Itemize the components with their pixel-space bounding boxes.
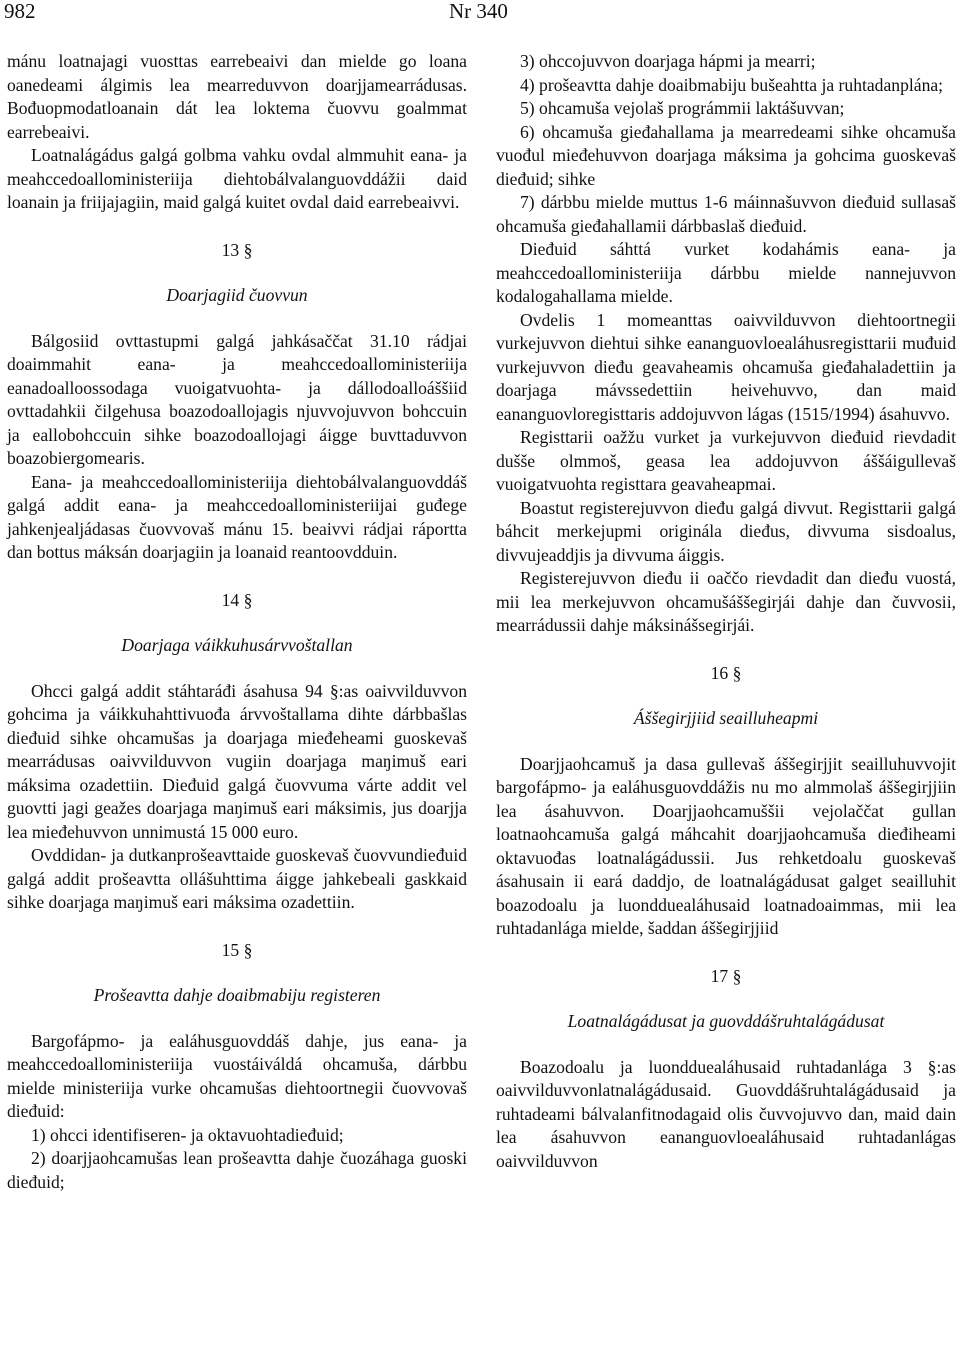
paragraph: Boastut registerejuvvon dieđu galgá divvut. Registtarii galgá báhcit merkejupmi originála dieđus, divvuma sisdoalus, divvujeaddjis ja divvuma áiggis.: [496, 497, 956, 565]
paragraph: 3) ohccojuvvon doarjaga hápmi ja mearri;: [520, 51, 816, 71]
paragraph: 1) ohcci identifiseren- ja oktavuohtadieđuid;: [31, 1124, 344, 1145]
paragraph: Bálgosiid ovttastupmi galgá jahkásaččat 31.10 rádjai doaimmahit eana- ja meahccedoalloministeriija eanadoalloossodaga vuoigatvuohta- ja dállodoalloáššiid ovttadahkii čilgehusa boazodoallojagis njuvvojuvvon bohccuin ja eallobohccuin sihke boazodoallojagi áigge buvttaduvvon boazobiergomearis.: [7, 330, 467, 468]
paragraph: 4) prošeavtta dahje doaibmabiju bušeahtta ja ruhtadanplána;: [520, 74, 944, 95]
paragraph: Boazodoalu ja luondduealáhusaid ruhtadanlága 3 §:as oaivvilduvvonlatnalágádusaid. Guovddášruhtalágádusaid ja ruhtadeami bálvalanfitnodagaid olis čuvvojuvvo dan, maid dain lea ásahuvvon eananguovloealáhusaid ruhtadanlágas oaivvilduvvon: [496, 1056, 956, 1171]
page-header: [0, 0, 960, 22]
section-number: 14 §: [221, 589, 253, 610]
left-column: [7, 50, 467, 1194]
paragraph: Dieđuid sáhttá vurket kodahámis eana- ja meahccedoalloministeriija dárbbu mielde nannejuvvon kodalogahallama mielde.: [496, 239, 956, 306]
paragraph: Registerejuvvon dieđu ii oaččo rievdadit dan dieđu vuostá, mii lea merkejuvvon ohcamušáššegirjái dahje dan čuvvosii, mearrádussii dahje máksinášsegirjái.: [496, 568, 956, 635]
section-number: 17 §: [710, 965, 742, 986]
paragraph: Eana- ja meahccedoalloministeriija diehtobálvalanguovddáš galgá addit eana- ja meahccedoalloministeriijai guđege jahkenjealjádasas čuovvovaš mánu 15. beaivvi rádjai ráportta dan bottus máksán doarjagiin ja loanaid reantoovdduin.: [7, 471, 467, 562]
paragraph: mánu loatnajagi vuosttas earrebeaivi dan mielde go loana oanedeami álgimis lea mearreduvvon doarjjamearrádusas. Bođuopmodatloanain dát lea loktema čuovvu goalmmat earrebeaivi.: [7, 51, 467, 142]
paragraph: Loatnalágádus galgá golbma vahku ovdal almmuhit eana- ja meahccedoalloministeriija diehtobálvalanguovddážii daid loanain ja friijajagiin, maid galgá kuitet ovdal daid earrebeaivvi.: [7, 145, 467, 212]
paragraph: 2) doarjjaohcamušas lean prošeavtta dahje čuozáhaga guoski dieđuid;: [7, 1148, 467, 1192]
paragraph: Registtarii oažžu vurket ja vurkejuvvon dieđuid rievdadit dušše olmmoš, geasa lea addojuvvon áššáigullevaš vuoigatvuohta registtara geavaheapmai.: [496, 427, 956, 494]
paragraph: Bargofápmo- ja ealáhusguovddáš dahje, jus eana- ja meahccedoalloministeriija vuostáiváldá ohcamuša, dárbbu mielde ministeriija vurke ohcamušas diehtoortnegii čuovvovaš dieđuid:: [7, 1030, 467, 1121]
paragraph: 5) ohcamuša vejolaš prográmmii laktášuvvan;: [520, 98, 845, 118]
section-number: 16 §: [710, 662, 742, 683]
section-title: Loatnalágádusat ja guovddášruhtalágádusat: [567, 1011, 885, 1031]
section-title: Doarjaga váikkuhusárvvoštallan: [121, 635, 353, 655]
paragraph: Ovddidan- ja dutkanprošeavttaide guoskevaš čuovvundieđuid galgá addit prošeavtta ollášuhttima áigge jahkebeali gaskkaid sihke doarjaga maŋimuš eari máksima ozadettiin.: [7, 845, 467, 912]
issue-number: Nr 340: [449, 0, 508, 23]
section-title: Doarjagiid čuovvun: [166, 285, 308, 305]
paragraph: Ovdelis 1 momeanttas oaivvilduvvon diehtoortnegii vurkejuvvon diehtui sihke eananguovloealáhusregisttarii muđuid vurkejuvvon dieđu geavaheamis ohcamuša gieđahaladettiin ja doarjaga mávssedettiin heivehuvvo, dan maid eananguovloregisttaris addojuvvon lágas (1515/1994) ásahuvvo.: [496, 309, 956, 424]
paragraph: 6) ohcamuša gieđahallama ja mearredeami sihke ohcamuša vuođul mieđehuvvon doarjaga máksima ja gohcima guoskevaš dieđuid; sihke: [496, 121, 956, 189]
page-number: 982: [4, 0, 36, 23]
section-title: Áššegirjjiid seailluheapmi: [633, 708, 819, 728]
section-number: 13 §: [221, 239, 253, 260]
paragraph: Doarjjaohcamuš ja dasa gullevaš áššegirjjit seailluhuvvojit bargofápmo- ja ealáhusguovddážis nu mo almmolaš áššegirjjiin lea ásahuvvon. Doarjjaohcamuššii vejolaččat gullan loatnaohcamuša galgá máhcahit doarjjaohcamuša dieđiheami oktavuođas loatnalágádussii. Jus rehketdoalu guoskevaš ásahusain ii eará daddjo, de loatnalágádusat galget seailluhit boazodoalu ja luondduealáhusaid loatnadoaimmas, mii lea ruhtadanlága mielde, šaddan áššegirjjiid: [496, 753, 956, 938]
section-number: 15 §: [221, 939, 253, 960]
paragraph: 7) dárbbu mielde muttus 1-6 máinnašuvvon dieđuid sullasaš ohcamuša gieđahallamii dárbbaslaš dieđuid.: [496, 192, 956, 236]
right-column: [496, 50, 956, 1173]
paragraph: Ohcci galgá addit stáhtaráđi ásahusa 94 §:as oaivvilduvvon gohcima ja váikkuhahttivuođa árvvoštallama dihte dárbbašlas dieđuid sihke ohcamušas ja doarjaga mieđeheami guoskevaš mearrádusas oaivvilduvvon vugiin doarjaga maŋimuš eari máksima ozadettiin. Dieđuid galgá čuovvuma várte addit vel guovtti jagi geažes doarjaga maŋimuš eari máksimis, jus doarjja lea mieđehuvvon unnimustá 15 000 euro.: [7, 680, 467, 842]
section-title: Prošeavtta dahje doaibmabiju registeren: [93, 985, 381, 1005]
